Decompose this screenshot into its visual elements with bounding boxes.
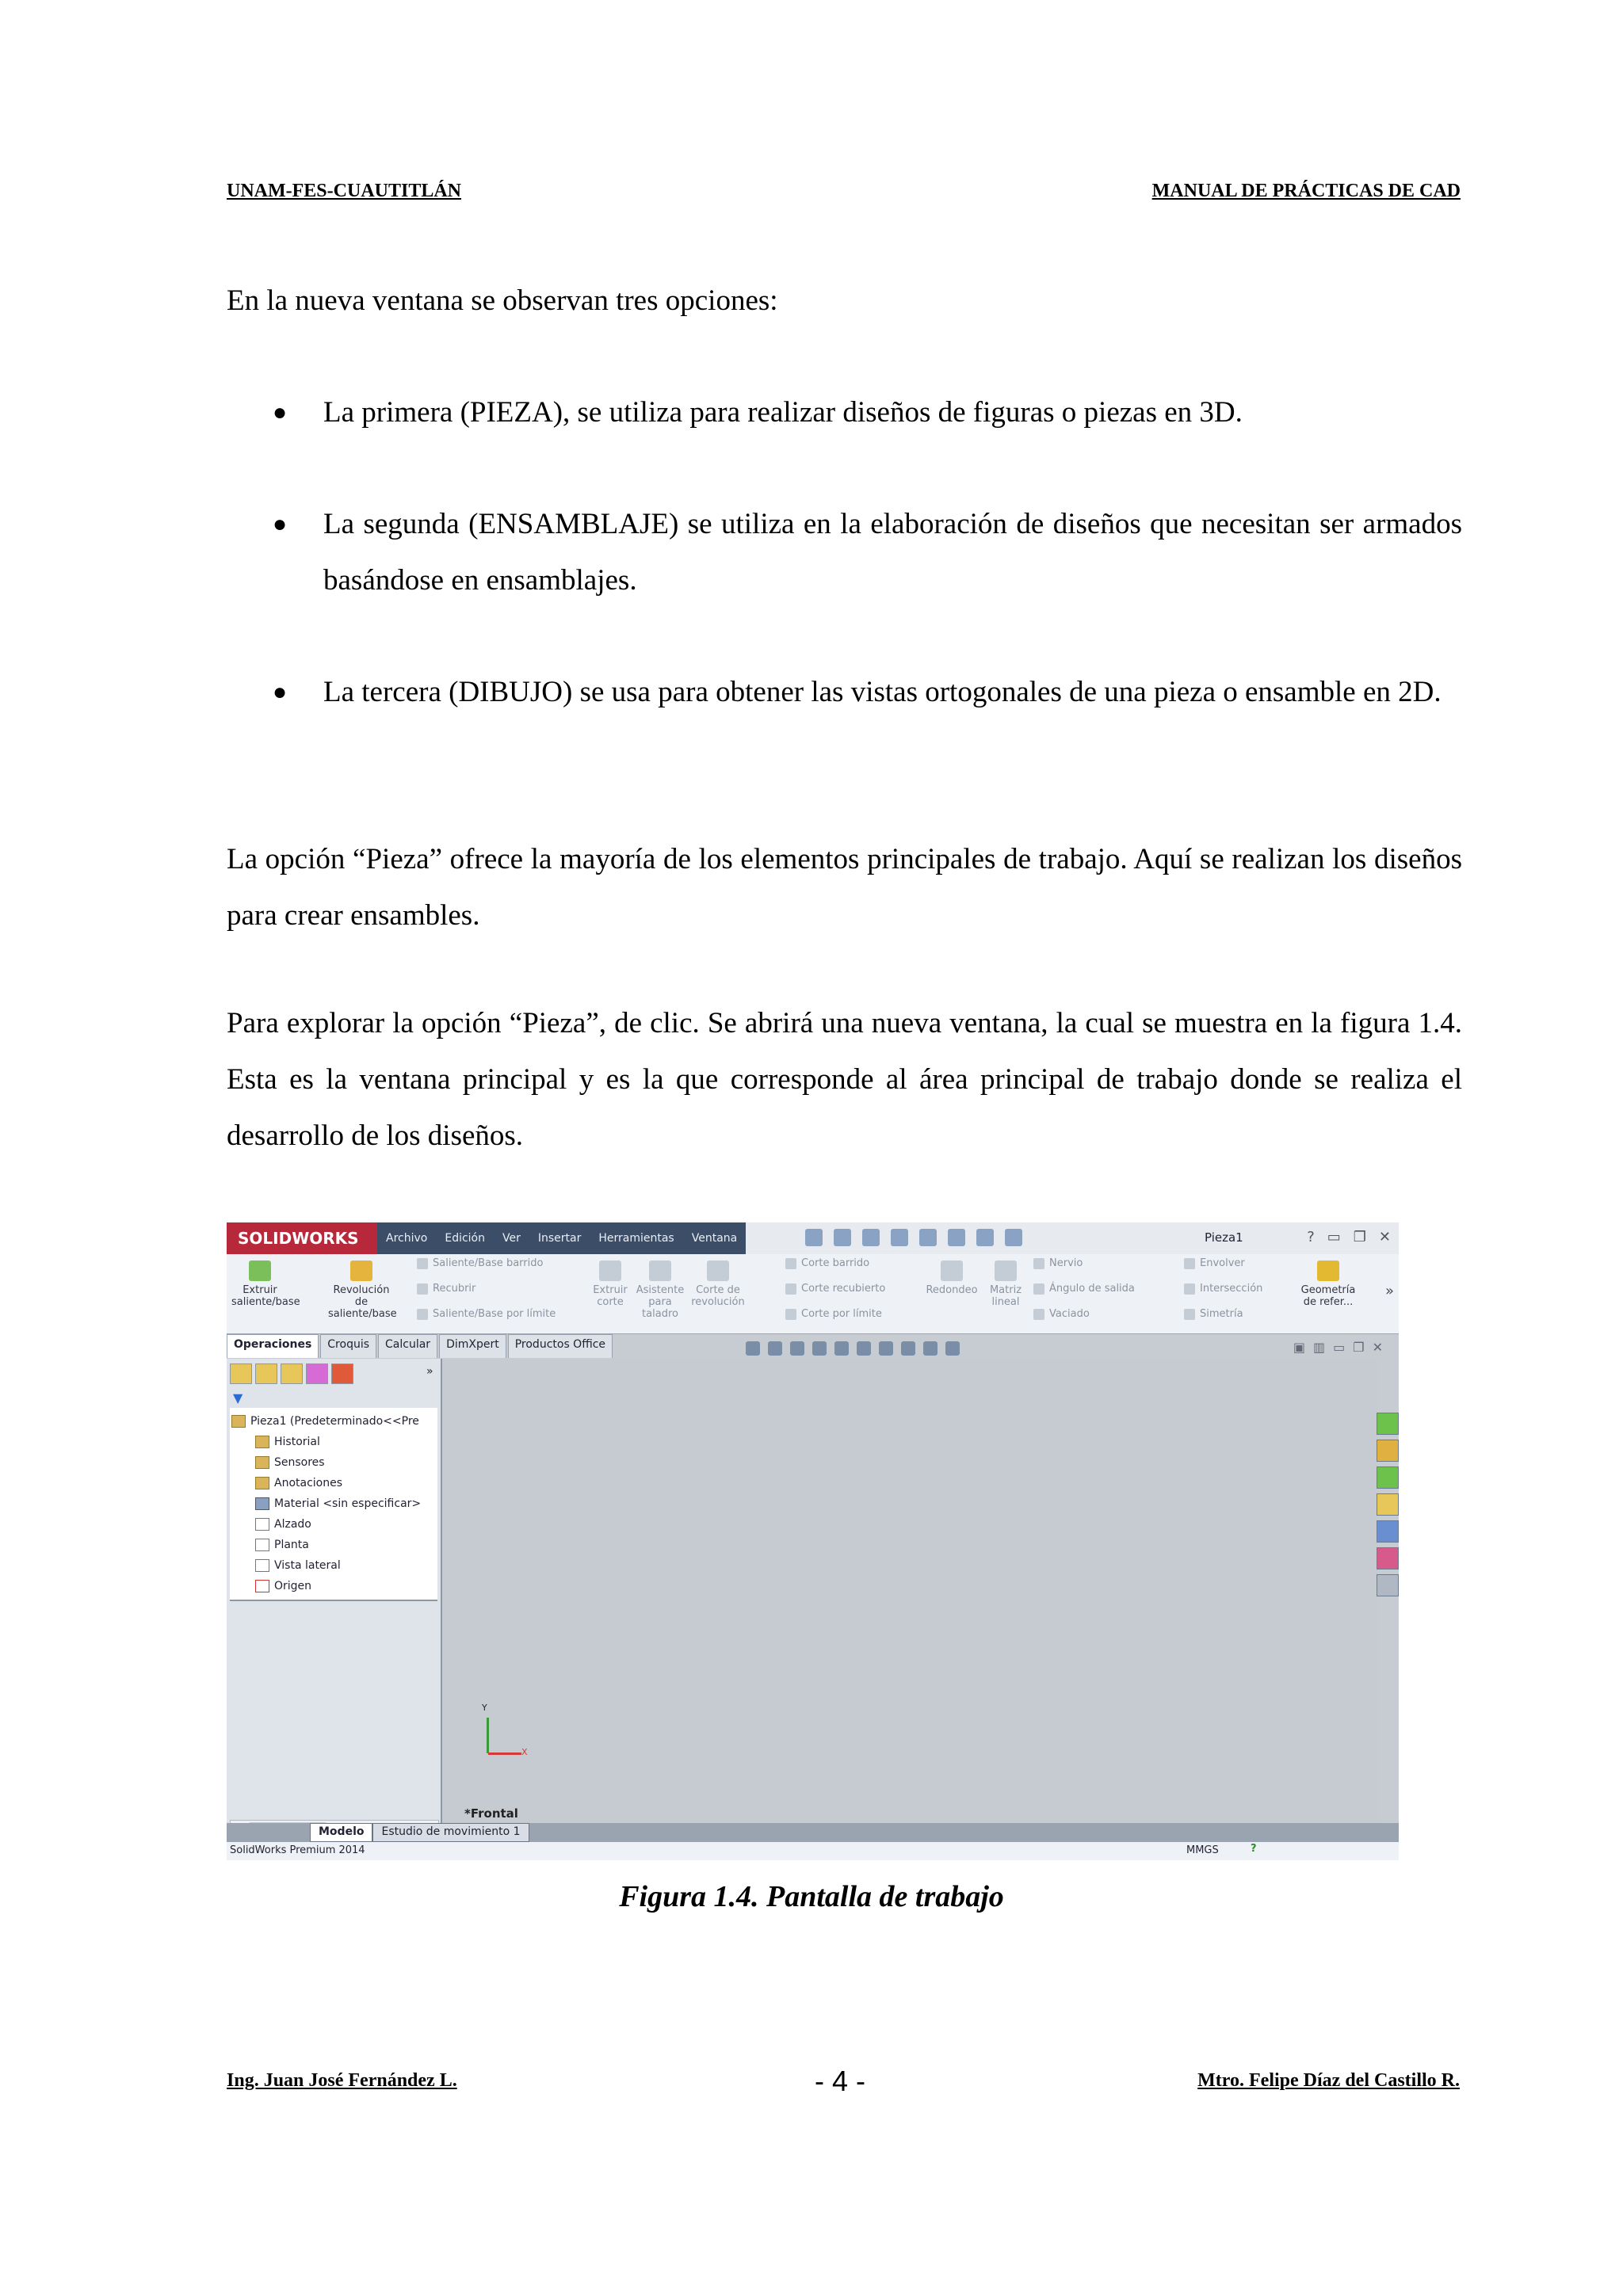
extrude-boss-button[interactable]: Extruir saliente/base: [231, 1261, 288, 1308]
property-manager-icon[interactable]: [255, 1363, 277, 1384]
tab-productos-office[interactable]: Productos Office: [508, 1334, 613, 1358]
file-explorer-icon[interactable]: [1377, 1466, 1399, 1489]
linear-pattern-button[interactable]: Matriz lineal: [986, 1261, 1025, 1308]
appearances-icon[interactable]: [1377, 1547, 1399, 1569]
sensors-icon: [255, 1456, 269, 1469]
menu-list: [377, 1222, 746, 1254]
hole-wizard-icon: [649, 1261, 671, 1281]
extrude-icon: [249, 1261, 271, 1281]
figure-caption: Figura 1.4. Pantalla de trabajo: [619, 1880, 1004, 1913]
display-style-icon[interactable]: [857, 1341, 871, 1356]
origin-icon: [255, 1580, 269, 1592]
bullet-icon: ●: [273, 679, 288, 705]
reference-geometry-button[interactable]: Geometría de refer...: [1295, 1261, 1361, 1308]
rib-icon: [1033, 1258, 1044, 1269]
bullet-icon: ●: [273, 399, 288, 425]
axis-x-label: X: [521, 1747, 528, 1757]
tree-item-material[interactable]: Material <sin especificar>: [230, 1493, 437, 1514]
boundary-icon: [417, 1309, 428, 1320]
scene-icon[interactable]: [923, 1341, 938, 1356]
quick-access-toolbar: [805, 1229, 1022, 1246]
view-orientation-icon[interactable]: [834, 1341, 849, 1356]
zoom-to-fit-icon[interactable]: [746, 1341, 760, 1356]
pieza-paragraph: La opción “Pieza” ofrece la mayoría de los elementos principales de trabajo. Aquí se realizan los diseños para crear ensambles.: [227, 843, 1462, 932]
options-list: [227, 384, 1462, 776]
tree-item-origen[interactable]: Origen: [230, 1576, 437, 1596]
menu-bar: [227, 1222, 1399, 1255]
options-icon[interactable]: [1005, 1229, 1022, 1246]
bullet-text: La tercera (DIBUJO) se usa para obtener las vistas ortogonales de una pieza o ensamble en 2D.: [323, 676, 1442, 708]
page-number: - 4 -: [815, 2065, 866, 2097]
feature-tree-icon[interactable]: [230, 1363, 252, 1384]
configuration-manager-icon[interactable]: [281, 1363, 303, 1384]
bottom-tabs: [227, 1823, 1399, 1842]
restore-icon[interactable]: ❐: [1353, 1340, 1365, 1355]
help-icon[interactable]: ?: [1307, 1229, 1315, 1245]
loft-cut-button[interactable]: Corte recubierto: [785, 1283, 885, 1295]
revolve-cut-icon: [707, 1261, 729, 1281]
explore-paragraph: Para explorar la opción “Pieza”, de clic. Se abrirá una nueva ventana, la cual se muestra en la figura 1.4. Esta es la ventana principal y es la que corresponde al área principal de trabajo donde se realiza el desarrollo de los diseños.: [227, 1007, 1462, 1152]
axis-y-icon: [487, 1718, 489, 1753]
swept-boss-button[interactable]: Saliente/Base barrido: [417, 1257, 543, 1269]
command-manager-ribbon: [227, 1254, 1399, 1334]
tab-croquis[interactable]: Croquis: [320, 1334, 376, 1358]
footer-coauthor: Mtro. Felipe Díaz del Castillo R.: [1197, 2070, 1460, 2091]
solidworks-screenshot: [227, 1222, 1399, 1860]
viewport-window-controls: [1293, 1340, 1383, 1355]
new-document-icon[interactable]: [805, 1229, 823, 1246]
solidworks-logo: SOLIDWORKS: [227, 1222, 377, 1254]
panel-tabs: [230, 1363, 433, 1384]
chevron-right-icon[interactable]: »: [1384, 1283, 1394, 1299]
dimxpert-icon[interactable]: [306, 1363, 328, 1384]
fillet-icon: [941, 1261, 963, 1281]
feature-tree: [230, 1408, 437, 1601]
menu-insertar[interactable]: Insertar: [537, 1232, 582, 1245]
display-manager-icon[interactable]: [331, 1363, 353, 1384]
intersect-button[interactable]: Intersección: [1184, 1283, 1262, 1295]
view-settings-icon[interactable]: [945, 1341, 960, 1356]
select-icon[interactable]: [948, 1229, 965, 1246]
open-folder-icon[interactable]: [834, 1229, 851, 1246]
list-item: [227, 664, 1462, 720]
footer-author: Ing. Juan José Fernández L.: [227, 2070, 457, 2091]
view-palette-icon[interactable]: [1377, 1520, 1399, 1543]
save-icon[interactable]: [862, 1229, 880, 1246]
hide-show-icon[interactable]: [879, 1341, 893, 1356]
tab-operaciones[interactable]: Operaciones: [227, 1334, 319, 1358]
tree-item-anotaciones[interactable]: Anotaciones: [230, 1473, 437, 1493]
revolve-boss-button[interactable]: Revolución de saliente/base: [328, 1261, 395, 1320]
tab-dimxpert[interactable]: DimXpert: [439, 1334, 506, 1358]
tree-item-sensores[interactable]: Sensores: [230, 1452, 437, 1473]
extrude-cut-button[interactable]: Extruir corte: [591, 1261, 629, 1308]
header-manual-title: MANUAL DE PRÁCTICAS DE CAD: [1151, 181, 1461, 201]
close-icon[interactable]: ✕: [1372, 1340, 1383, 1355]
shell-icon: [1033, 1309, 1044, 1320]
bullet-text: La segunda (ENSAMBLAJE) se utiliza en la elaboración de diseños que necesitan ser armados basándose en ensamblajes.: [323, 508, 1462, 597]
draft-button[interactable]: Ángulo de salida: [1033, 1283, 1135, 1295]
design-library-icon[interactable]: [1377, 1440, 1399, 1462]
undo-icon[interactable]: [919, 1229, 937, 1246]
rib-button[interactable]: Nervio: [1033, 1257, 1083, 1269]
draft-icon: [1033, 1283, 1044, 1295]
section-view-icon[interactable]: [812, 1341, 827, 1356]
tab-estudio-movimiento[interactable]: Estudio de movimiento 1: [372, 1823, 529, 1842]
restore-icon[interactable]: ❐: [1353, 1229, 1366, 1245]
bullet-text: La primera (PIEZA), se utiliza para realizar diseños de figuras o piezas en 3D.: [323, 396, 1243, 429]
minimize-icon[interactable]: ▭: [1327, 1229, 1341, 1245]
tab-calcular[interactable]: Calcular: [378, 1334, 437, 1358]
wrap-icon: [1184, 1258, 1195, 1269]
tile-icon[interactable]: ▣: [1293, 1340, 1305, 1355]
custom-properties-icon[interactable]: [1377, 1574, 1399, 1596]
loft-icon: [417, 1283, 428, 1295]
part-icon: [231, 1415, 246, 1428]
list-item: [227, 384, 1462, 441]
previous-view-icon[interactable]: [790, 1341, 804, 1356]
tree-item-vista-lateral[interactable]: Vista lateral: [230, 1555, 437, 1576]
loft-boss-button[interactable]: Recubrir: [417, 1283, 475, 1295]
help-icon[interactable]: ?: [1251, 1843, 1257, 1855]
swept-icon: [417, 1258, 428, 1269]
plane-icon: [255, 1559, 269, 1572]
hole-wizard-button[interactable]: Asistente para taladro: [636, 1261, 685, 1320]
boundary-cut-button[interactable]: Corte por límite: [785, 1308, 882, 1320]
heads-up-view-toolbar: [746, 1341, 960, 1356]
filter-icon[interactable]: ▼: [233, 1390, 243, 1405]
tree-item-historial[interactable]: Historial: [230, 1432, 437, 1452]
tab-modelo[interactable]: Modelo: [310, 1823, 372, 1842]
list-item: [227, 496, 1462, 608]
folder-icon[interactable]: [1377, 1493, 1399, 1516]
menu-ver[interactable]: Ver: [502, 1232, 521, 1245]
boundary-boss-button[interactable]: Saliente/Base por límite: [417, 1308, 556, 1320]
command-tabs: [227, 1334, 614, 1358]
loft-cut-icon: [785, 1283, 796, 1295]
tree-root[interactable]: Pieza1 (Predeterminado<<Pre: [230, 1411, 437, 1432]
close-icon[interactable]: ✕: [1378, 1229, 1391, 1245]
swept-cut-icon: [785, 1258, 796, 1269]
menu-archivo[interactable]: Archivo: [386, 1232, 428, 1245]
graphics-area[interactable]: [442, 1359, 1377, 1842]
product-version: SolidWorks Premium 2014: [230, 1844, 365, 1856]
task-pane-tabs: [1377, 1413, 1399, 1596]
minimize-icon[interactable]: ▭: [1333, 1340, 1346, 1355]
swept-cut-button[interactable]: Corte barrido: [785, 1257, 869, 1269]
intro-paragraph: En la nueva ventana se observan tres opciones:: [227, 284, 778, 317]
material-icon: [255, 1497, 269, 1510]
units-indicator[interactable]: MMGS: [1186, 1844, 1219, 1856]
revolve-cut-button[interactable]: Corte de revolución: [689, 1261, 747, 1308]
header-institution: UNAM-FES-CUAUTITLÁN: [227, 181, 462, 201]
zoom-to-area-icon[interactable]: [768, 1341, 782, 1356]
shell-button[interactable]: Vaciado: [1033, 1308, 1090, 1320]
menu-edicion[interactable]: Edición: [445, 1232, 485, 1245]
fillet-button[interactable]: Redondeo: [922, 1261, 981, 1296]
plane-icon: [255, 1539, 269, 1551]
split-icon[interactable]: ▥: [1313, 1340, 1326, 1355]
axis-x-icon: [488, 1753, 521, 1755]
menu-ventana[interactable]: Ventana: [691, 1232, 738, 1245]
tree-item-planta[interactable]: Planta: [230, 1535, 437, 1555]
plane-icon: [255, 1518, 269, 1531]
status-bar: [227, 1842, 1399, 1860]
menu-herramientas[interactable]: Herramientas: [598, 1232, 674, 1245]
window-controls: [1307, 1229, 1391, 1245]
view-name-label: *Frontal: [464, 1806, 518, 1821]
appearance-icon[interactable]: [901, 1341, 915, 1356]
intersect-icon: [1184, 1283, 1195, 1295]
tree-item-alzado[interactable]: Alzado: [230, 1514, 437, 1535]
annotations-icon: [255, 1477, 269, 1489]
feature-manager-panel: [227, 1359, 442, 1842]
history-icon: [255, 1436, 269, 1448]
linear-pattern-icon: [995, 1261, 1017, 1281]
boundary-cut-icon: [785, 1309, 796, 1320]
axis-y-label: Y: [482, 1703, 487, 1713]
revolve-icon: [350, 1261, 372, 1281]
mirror-button[interactable]: Simetría: [1184, 1308, 1243, 1320]
reference-geometry-icon: [1317, 1261, 1339, 1281]
mirror-icon: [1184, 1309, 1195, 1320]
bullet-icon: ●: [273, 511, 288, 537]
extrude-cut-icon: [599, 1261, 621, 1281]
print-icon[interactable]: [891, 1229, 908, 1246]
resources-icon[interactable]: [1377, 1413, 1399, 1435]
rebuild-icon[interactable]: [976, 1229, 994, 1246]
chevron-right-icon[interactable]: »: [426, 1365, 433, 1378]
wrap-button[interactable]: Envolver: [1184, 1257, 1245, 1269]
document-title: Pieza1: [1205, 1230, 1243, 1245]
